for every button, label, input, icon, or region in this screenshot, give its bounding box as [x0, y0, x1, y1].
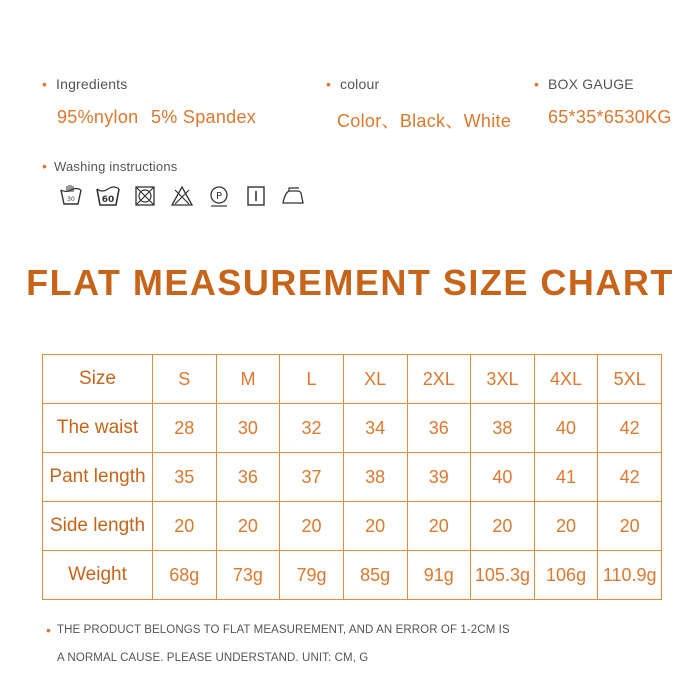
- dry-clean-p-icon: [206, 184, 232, 208]
- table-cell: 20: [343, 502, 407, 551]
- table-cell: 30: [216, 404, 280, 453]
- ingredients-label: Ingredients: [56, 76, 128, 92]
- colour-value: Color、Black、White: [337, 111, 512, 131]
- table-cell: 40: [534, 404, 598, 453]
- box-gauge-label: BOX GAUGE: [548, 76, 634, 92]
- note-line-1: THE PRODUCT BELONGS TO FLAT MEASUREMENT, AND AN ERROR OF 1-2CM IS: [57, 624, 510, 636]
- box-gauge-value: 65*35*6530KG: [548, 107, 672, 127]
- size-chart-table: [42, 354, 662, 600]
- hand-wash-icon: [58, 184, 84, 208]
- table-cell: 42: [598, 453, 662, 502]
- table-cell: 106g: [534, 551, 598, 600]
- bullet-icon: •: [46, 622, 51, 638]
- do-not-tumble-dry-icon: [132, 184, 158, 208]
- size-header-cell: 3XL: [471, 355, 535, 404]
- table-cell: 79g: [280, 551, 344, 600]
- table-cell: 105.3g: [471, 551, 535, 600]
- line-dry-icon: [243, 184, 269, 208]
- table-cell: 28: [153, 404, 217, 453]
- size-header-cell: 4XL: [534, 355, 598, 404]
- svg-text:30: 30: [67, 196, 75, 203]
- svg-text:P: P: [215, 191, 223, 202]
- size-header-label: Size: [43, 355, 153, 404]
- size-header-cell: 5XL: [598, 355, 662, 404]
- ingredients-value-nylon: 95%nylon: [57, 107, 139, 127]
- table-cell: 85g: [343, 551, 407, 600]
- size-header-cell: 2XL: [407, 355, 471, 404]
- bullet-icon: •: [534, 76, 539, 92]
- table-cell: 20: [280, 502, 344, 551]
- table-cell: 38: [471, 404, 535, 453]
- table-cell: 20: [598, 502, 662, 551]
- table-cell: 20: [471, 502, 535, 551]
- table-cell: 36: [216, 453, 280, 502]
- table-cell: 39: [407, 453, 471, 502]
- table-cell: 20: [534, 502, 598, 551]
- page-title: FLAT MEASUREMENT SIZE CHART: [26, 262, 674, 303]
- size-header-cell: L: [280, 355, 344, 404]
- wash-temp-label: 60: [101, 195, 115, 205]
- table-row: [43, 502, 662, 551]
- table-row: [43, 404, 662, 453]
- bullet-icon: •: [42, 158, 47, 174]
- bullet-icon: •: [326, 76, 331, 92]
- table-cell: 91g: [407, 551, 471, 600]
- table-cell: 34: [343, 404, 407, 453]
- table-cell: 36: [407, 404, 471, 453]
- table-cell: 40: [471, 453, 535, 502]
- size-header-cell: M: [216, 355, 280, 404]
- iron-icon: [280, 184, 306, 208]
- table-cell: 20: [153, 502, 217, 551]
- size-header-row: [43, 355, 662, 404]
- row-label: The waist: [43, 404, 153, 453]
- washing-instructions-label: Washing instructions: [54, 159, 178, 174]
- size-header-cell: S: [153, 355, 217, 404]
- do-not-bleach-icon: [169, 184, 195, 208]
- ingredients-value-spandex: 5% Spandex: [151, 107, 257, 127]
- table-cell: 32: [280, 404, 344, 453]
- table-cell: 37: [280, 453, 344, 502]
- table-cell: 110.9g: [598, 551, 662, 600]
- table-row: [43, 551, 662, 600]
- wash-60-icon: [95, 184, 121, 208]
- size-header-cell: XL: [343, 355, 407, 404]
- table-cell: 73g: [216, 551, 280, 600]
- washing-icons: [58, 184, 317, 208]
- table-cell: 35: [153, 453, 217, 502]
- bullet-icon: •: [42, 76, 47, 92]
- table-cell: 20: [407, 502, 471, 551]
- row-label: Weight: [43, 551, 153, 600]
- table-row: [43, 453, 662, 502]
- note-line-2: A NORMAL CAUSE. PLEASE UNDERSTAND. UNIT: CM, G: [57, 652, 369, 664]
- colour-label: colour: [340, 76, 380, 92]
- row-label: Side length: [43, 502, 153, 551]
- table-cell: 42: [598, 404, 662, 453]
- table-cell: 20: [216, 502, 280, 551]
- table-cell: 68g: [153, 551, 217, 600]
- table-cell: 41: [534, 453, 598, 502]
- table-cell: 38: [343, 453, 407, 502]
- row-label: Pant length: [43, 453, 153, 502]
